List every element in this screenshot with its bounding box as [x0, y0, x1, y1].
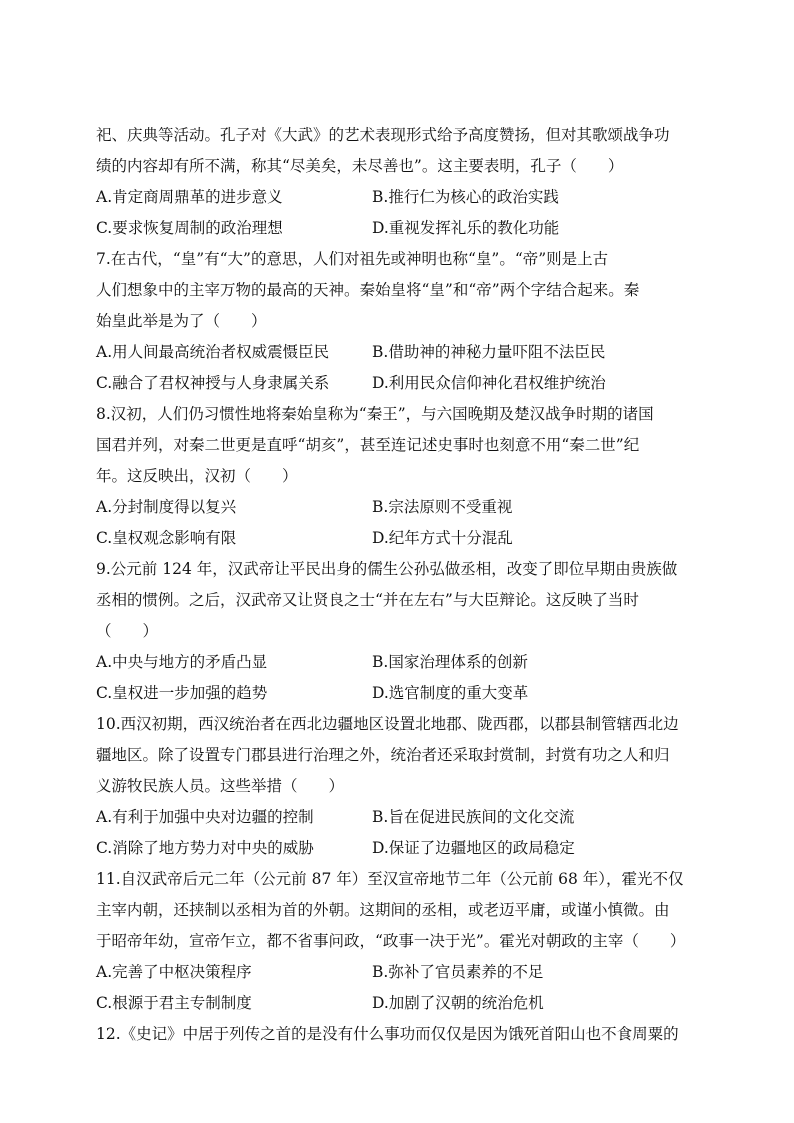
option-b: B.弥补了官员素养的不足: [372, 963, 544, 981]
option-a: A.用人间最高统治者权威震慑臣民: [96, 343, 330, 361]
option-c: C.消除了地方势力对中央的威胁: [96, 839, 314, 857]
option-c: C.要求恢复周制的政治理想: [96, 219, 283, 237]
option-b: B.国家治理体系的创新: [372, 653, 528, 671]
text-line: 绩的内容却有所不满，称其“尽美矣，未尽善也”。这主要表明，孔子（ ）: [96, 157, 624, 175]
option-b: B.借助神的神秘力量吓阻不法臣民: [372, 343, 606, 361]
text-line: 于昭帝年幼，宣帝乍立，都不省事问政，“政事一决于光”。霍光对朝政的主宰（ ）: [96, 932, 686, 950]
option-d: D.保证了边疆地区的政局稳定: [372, 839, 575, 857]
option-d: D.利用民众信仰神化君权维护统治: [372, 374, 606, 392]
question-7-line: 7.在古代，“皇”有“大”的意思，人们对祖先或神明也称“皇”。“帝”则是上古: [96, 250, 609, 268]
question-8-line: 8.汉初，人们仍习惯性地将秦始皇称为“秦王”，与六国晚期及楚汉战争时期的诸国: [96, 405, 654, 423]
option-d: D.加剧了汉朝的统治危机: [372, 994, 544, 1012]
option-a: A.中央与地方的矛盾凸显: [96, 653, 268, 671]
question-12-line: 12.《史记》中居于列传之首的是没有什么事功而仅仅是因为饿死首阳山也不食周粟的: [96, 1025, 679, 1043]
text-line: 义游牧民族人员。这些举措（ ）: [96, 777, 345, 795]
text-line: 疆地区。除了设置专门郡县进行治理之外，统治者还采取封赏制，封赏有功之人和归: [96, 746, 670, 764]
option-d: D.重视发挥礼乐的教化功能: [372, 219, 560, 237]
text-line: 丞相的惯例。之后，汉武帝又让贤良之士“并在左右”与大臣辩论。这反映了当时: [96, 591, 639, 609]
text-line: 始皇此举是为了（ ）: [96, 312, 267, 330]
text-line: 年。这反映出，汉初（ ）: [96, 467, 298, 485]
option-c: C.融合了君权神授与人身隶属关系: [96, 374, 330, 392]
option-d: D.选官制度的重大变革: [372, 684, 529, 702]
text-line: 人们想象中的主宰万物的最高的天神。秦始皇将“皇”和“帝”两个字结合起来。秦: [96, 281, 640, 299]
question-9-line: 9.公元前 124 年，汉武帝让平民出身的儒生公孙弘做丞相，改变了即位早期由贵族做: [96, 560, 678, 578]
question-10-line: 10.西汉初期，西汉统治者在西北边疆地区设置北地郡、陇西郡，以郡县制管辖西北边: [96, 715, 679, 733]
option-c: C.皇权观念影响有限: [96, 529, 237, 547]
option-b: B.宗法原则不受重视: [372, 498, 513, 516]
text-line: 祀、庆典等活动。孔子对《大武》的艺术表现形式给予高度赞扬，但对其歌颂战争功: [96, 126, 670, 144]
text-line: 主宰内朝，还挟制以丞相为首的外朝。这期间的丞相，或老迈平庸，或谨小慎微。由: [96, 901, 670, 919]
option-b: B.推行仁为核心的政治实践: [372, 188, 559, 206]
option-a: A.分封制度得以复兴: [96, 498, 237, 516]
option-c: C.根源于君主专制制度: [96, 994, 252, 1012]
option-d: D.纪年方式十分混乱: [372, 529, 513, 547]
text-line: （ ）: [96, 622, 159, 640]
text-line: 国君并列，对秦二世更是直呼“胡亥”，甚至连记述史事时也刻意不用“秦二世”纪: [96, 436, 640, 454]
option-a: A.肯定商周鼎革的进步意义: [96, 188, 283, 206]
option-b: B.旨在促进民族间的文化交流: [372, 808, 575, 826]
option-c: C.皇权进一步加强的趋势: [96, 684, 268, 702]
option-a: A.完善了中枢决策程序: [96, 963, 252, 981]
option-a: A.有利于加强中央对边疆的控制: [96, 808, 314, 826]
question-11-line: 11.自汉武帝后元二年（公元前 87 年）至汉宣帝地节二年（公元前 68 年），霍光不仅: [96, 870, 684, 888]
